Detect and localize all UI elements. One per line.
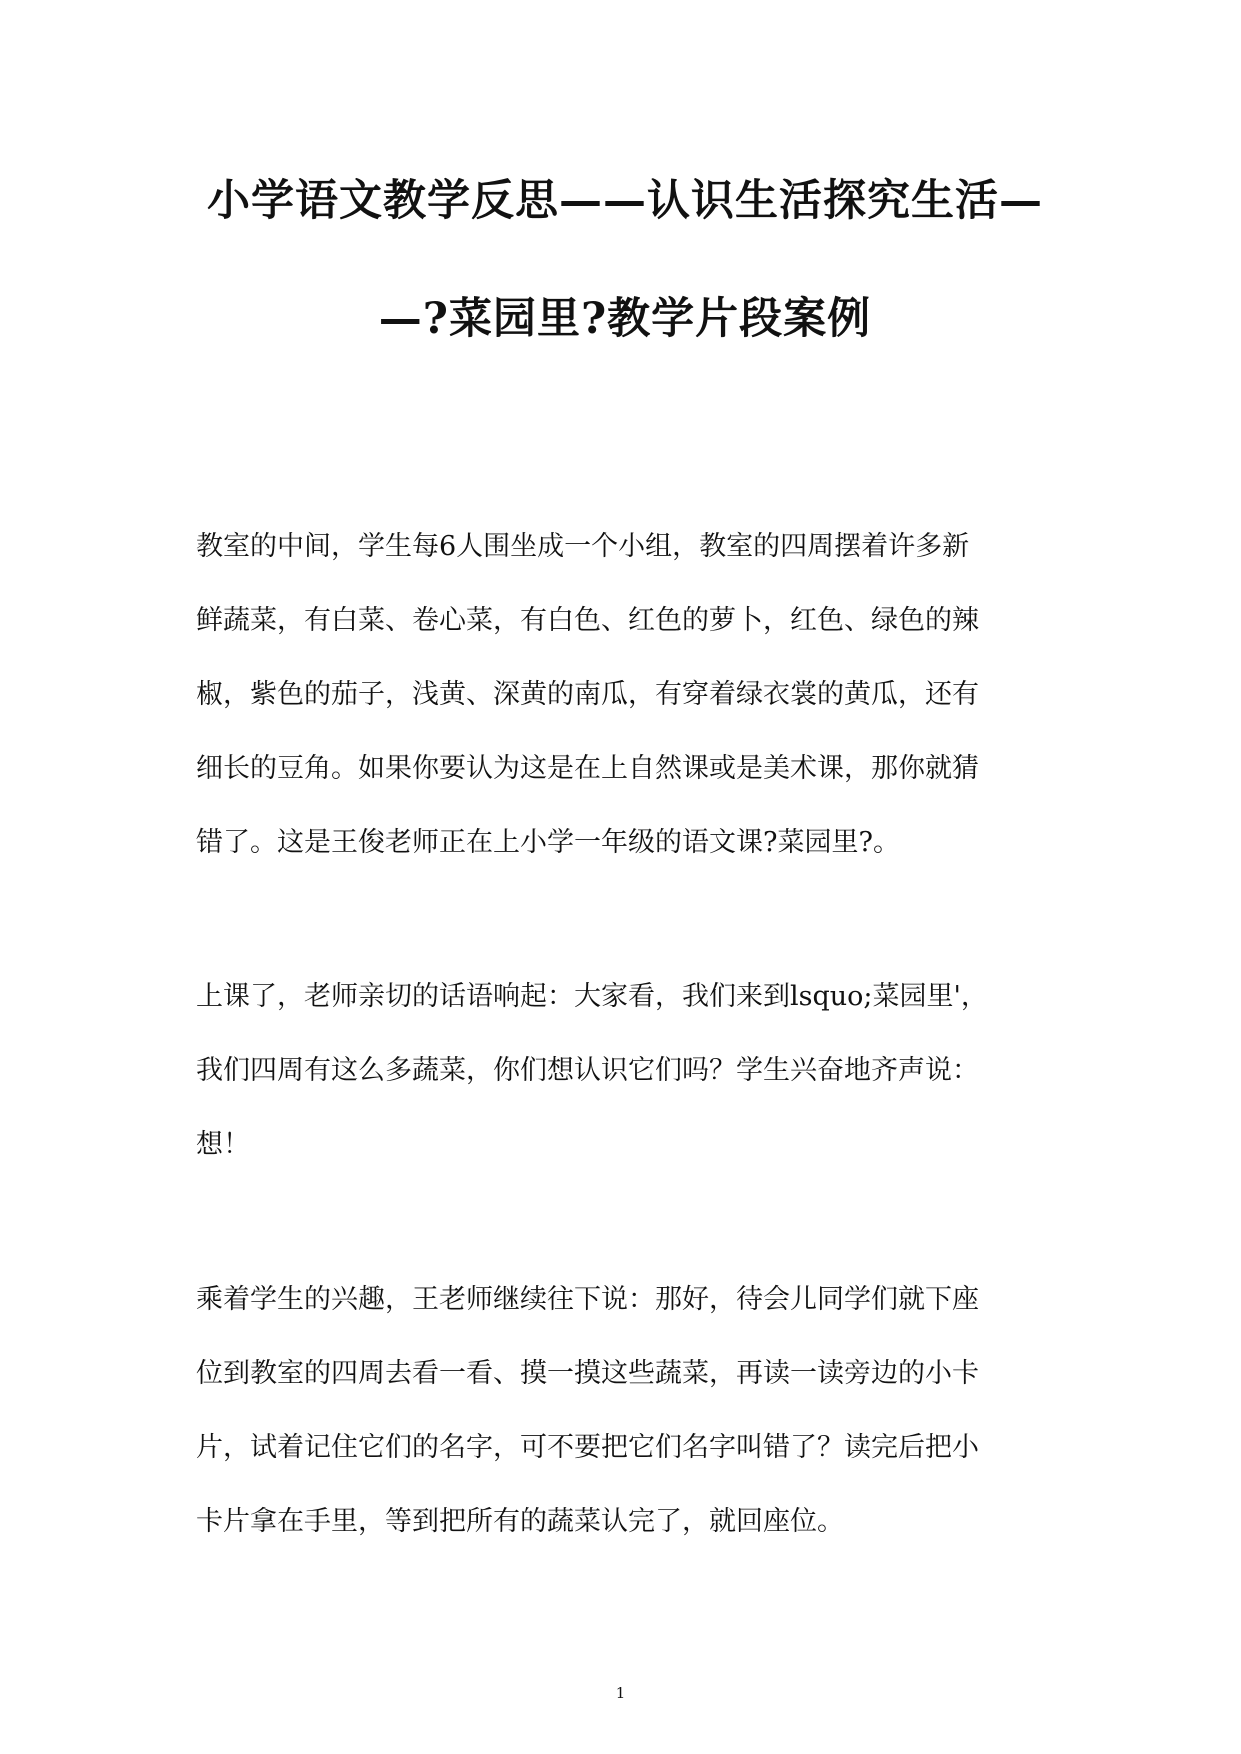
text-line: 乘着学生的兴趣，王老师继续往下说：那好，待会儿同学们就下座 — [196, 1284, 979, 1315]
text-line: 上课了，老师亲切的话语响起：大家看，我们来到lsquo;菜园里'， — [196, 981, 988, 1012]
paragraph-3 — [196, 1263, 1052, 1559]
text-line: 片，试着记住它们的名字，可不要把它们名字叫错了？读完后把小 — [196, 1432, 979, 1463]
page-number: 1 — [615, 1684, 626, 1702]
text-line: 椒，紫色的茄子，浅黄、深黄的南瓜，有穿着绿衣裳的黄瓜，还有 — [196, 679, 979, 710]
title-line: 小学语文教学反思——认识生活探究生活— — [207, 176, 1043, 226]
text-line: 位到教室的四周去看一看、摸一摸这些蔬菜，再读一读旁边的小卡 — [196, 1358, 979, 1389]
title-line: —?菜园里?教学片段案例 — [378, 294, 872, 344]
text-line: 卡片拿在手里，等到把所有的蔬菜认完了，就回座位。 — [196, 1506, 844, 1537]
page-title — [190, 142, 1060, 378]
paragraph-2 — [196, 960, 1052, 1182]
paragraph-1 — [196, 510, 1052, 880]
text-line: 想！ — [196, 1129, 250, 1160]
text-line: 我们四周有这么多蔬菜，你们想认识它们吗？学生兴奋地齐声说： — [196, 1055, 979, 1086]
text-line: 教室的中间，学生每6人围坐成一个小组，教室的四周摆着许多新 — [196, 531, 970, 562]
text-line: 错了。这是王俊老师正在上小学一年级的语文课?菜园里?。 — [196, 827, 900, 858]
text-line: 鲜蔬菜，有白菜、卷心菜，有白色、红色的萝卜，红色、绿色的辣 — [196, 605, 979, 636]
text-line: 细长的豆角。如果你要认为这是在上自然课或是美术课，那你就猜 — [196, 753, 979, 784]
